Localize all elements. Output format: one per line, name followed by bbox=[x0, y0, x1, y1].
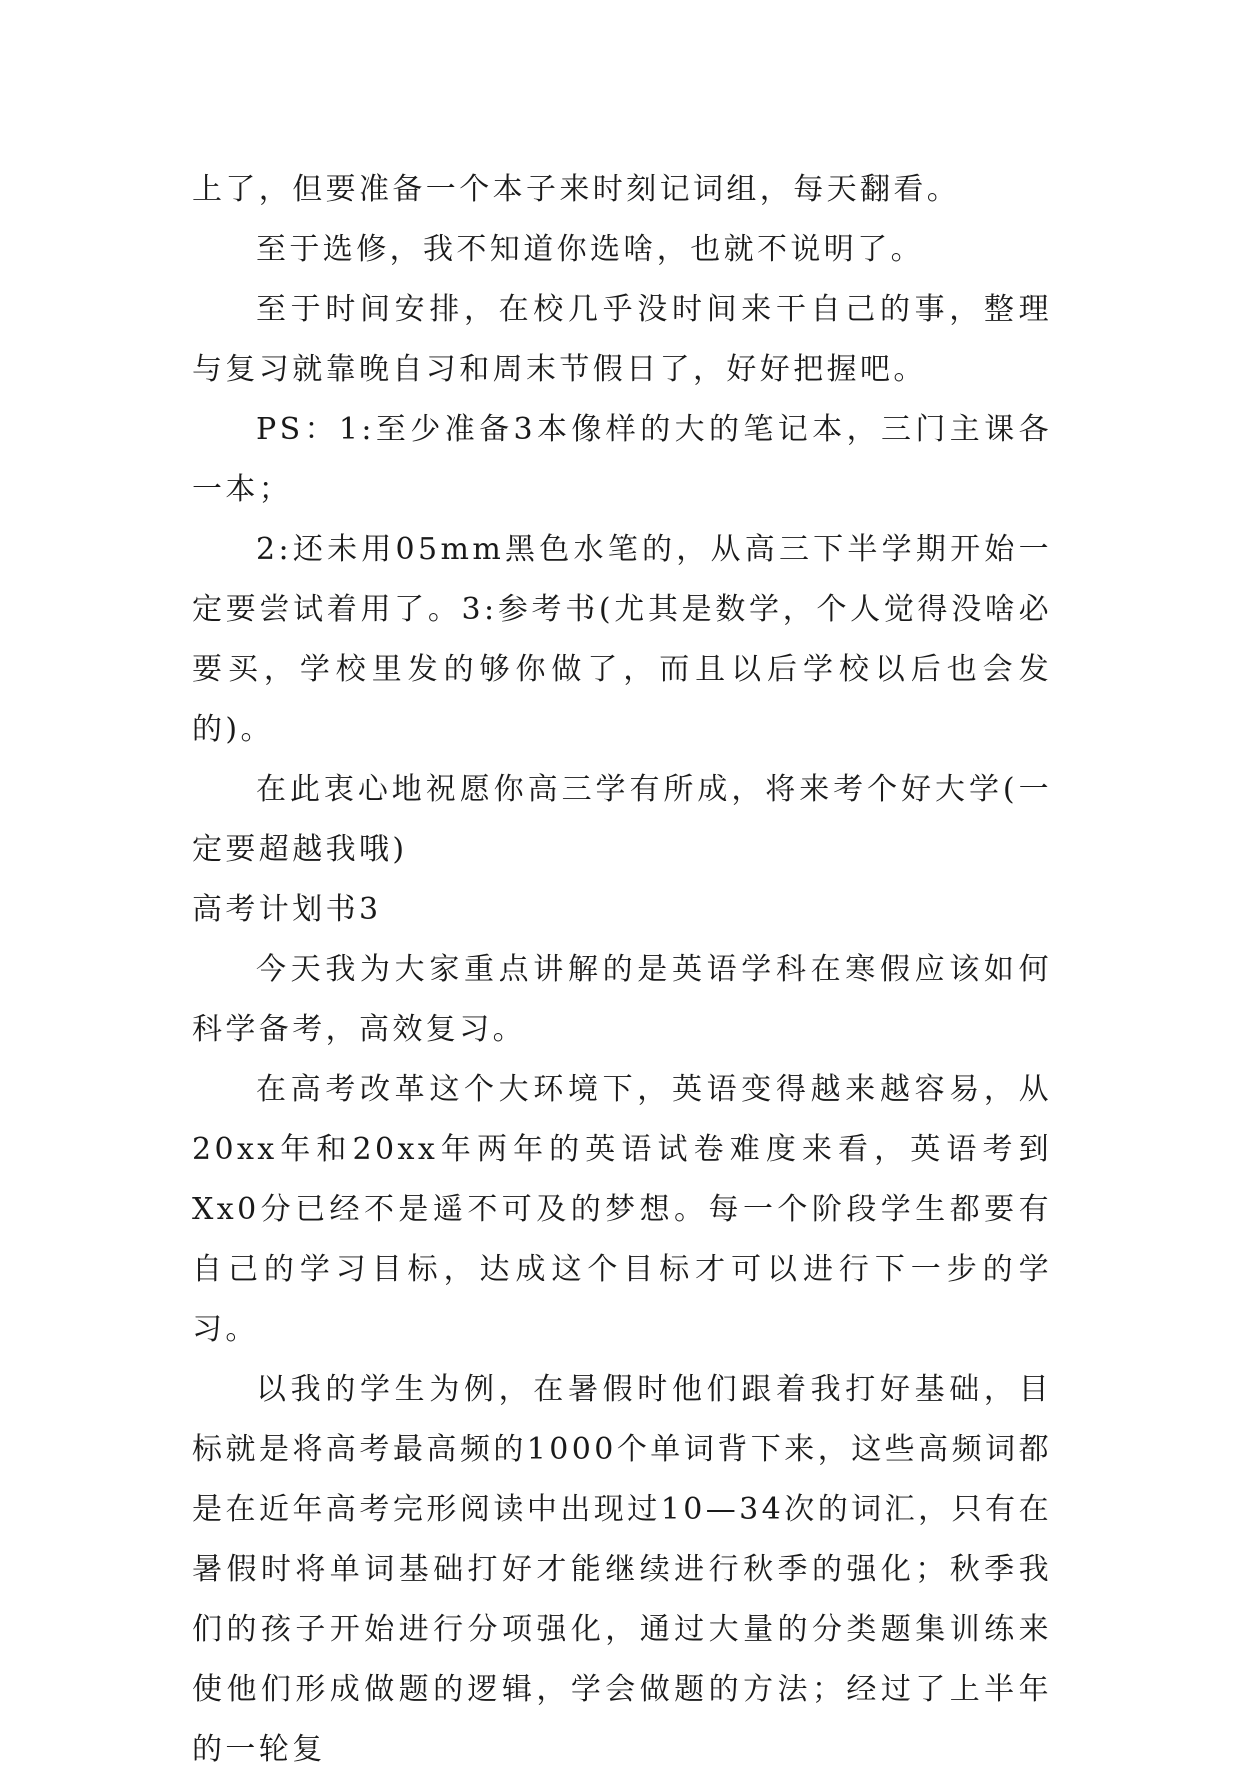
paragraph-4: PS：1:至少准备3本像样的大的笔记本，三门主课各一本； bbox=[192, 412, 1052, 507]
paragraph-3: 至于时间安排，在校几乎没时间来干自己的事，整理与复习就靠晚自习和周末节假日了，好好把握吧。 bbox=[192, 292, 1052, 387]
paragraph-2: 至于选修，我不知道你选啥，也就不说明了。 bbox=[256, 232, 924, 267]
paragraph-8: 在高考改革这个大环境下，英语变得越来越容易，从20xx年和20xx年两年的英语试卷难度来看，英语考到Xx0分已经不是遥不可及的梦想。每一个阶段学生都要有自己的学习目标，达成这个目标才可以进行下一步的学习。 bbox=[192, 1072, 1052, 1347]
paragraph-1: 上了，但要准备一个本子来时刻记词组，每天翻看。 bbox=[192, 172, 961, 207]
paragraph-5: 2:还未用05mm黑色水笔的，从高三下半学期开始一定要尝试着用了。3:参考书(尤其是数学，个人觉得没啥必要买，学校里发的够你做了，而且以后学校以后也会发的)。 bbox=[192, 532, 1052, 747]
section-heading: 高考计划书3 bbox=[192, 892, 382, 927]
document-body bbox=[192, 160, 1052, 1780]
paragraph-9: 以我的学生为例，在暑假时他们跟着我打好基础，目标就是将高考最高频的1000个单词背下来，这些高频词都是在近年高考完形阅读中出现过10—34次的词汇，只有在暑假时将单词基础打好才能继续进行秋季的强化；秋季我们的孩子开始进行分项强化，通过大量的分类题集训练来使他们形成做题的逻辑，学会做题的方法；经过了上半年的一轮复 bbox=[192, 1372, 1052, 1767]
paragraph-6: 在此衷心地祝愿你高三学有所成，将来考个好大学(一定要超越我哦) bbox=[192, 772, 1052, 867]
paragraph-7: 今天我为大家重点讲解的是英语学科在寒假应该如何科学备考，高效复习。 bbox=[192, 952, 1052, 1047]
